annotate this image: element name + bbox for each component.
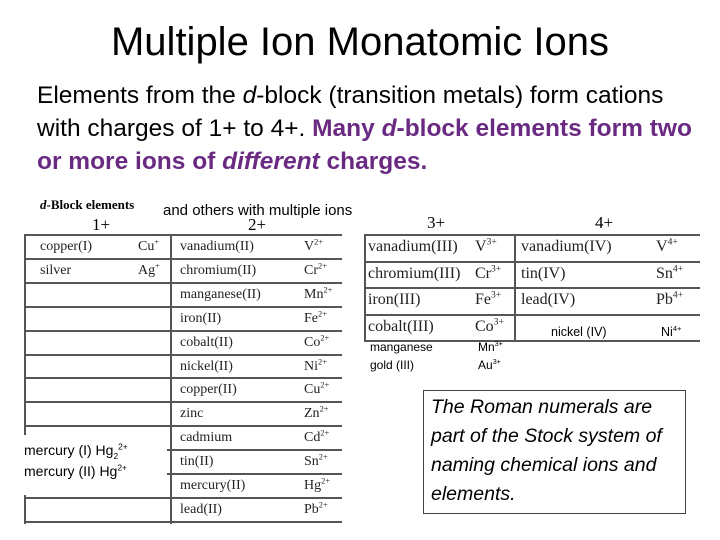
col2-row-symbol: $Cu^{2+}$ <box>304 380 330 398</box>
col2-row-name: lead(II) <box>180 501 222 517</box>
mercury-ions-box <box>22 435 167 495</box>
col2-row-name: cadmium <box>180 430 233 446</box>
col4-row-symbol: $Sn^{4+}$ <box>656 263 684 282</box>
col2-row-symbol: $Sn^{2+}$ <box>304 452 328 470</box>
gold-label: gold (III) <box>370 358 415 372</box>
col3-row-name: iron(III) <box>368 291 421 308</box>
left-table-rule <box>24 354 342 356</box>
right-table-edge <box>364 234 366 340</box>
col3-row-symbol: $Co^{3+}$ <box>475 316 504 335</box>
col2-row-name: cobalt(II) <box>180 334 233 350</box>
col2-row-symbol: $Zn^{2+}$ <box>304 404 329 422</box>
col2-row-symbol: $Pb^{2+}$ <box>304 500 328 517</box>
col3-row-symbol: $V^{3+}$ <box>475 236 497 255</box>
right-table-divider <box>514 234 516 340</box>
col2-row-name: vanadium(II) <box>180 239 254 254</box>
col2-row-symbol: $Ni^{2+}$ <box>304 356 327 374</box>
col2-row-name: nickel(II) <box>180 358 233 374</box>
intro-text: Elements from the d-block (transition metals) form cations with charges of 1+ to 4+. Many d-block elements form two or more ions of different charges. <box>37 82 692 175</box>
left-table-rule <box>24 521 342 523</box>
others-label: and others with multiple ions <box>163 202 353 219</box>
col-header-2: 2+ <box>248 215 267 234</box>
left-table-rule <box>24 330 342 332</box>
col2-row-name: mercury(II) <box>180 478 246 493</box>
col1-row-symbol: Ag+ <box>138 261 160 278</box>
col4-row-name: lead(IV) <box>521 291 576 308</box>
col2-row-symbol: $Hg^{2+}$ <box>304 476 331 493</box>
col3-row-name: vanadium(III) <box>368 238 458 255</box>
col-header-4: 4+ <box>595 213 614 232</box>
left-table-rule <box>24 425 342 427</box>
col-header-3: 3+ <box>427 213 446 232</box>
col2-row-name: tin(II) <box>180 454 214 470</box>
mercury-i-line: mercury (I) $Hg_2^{2+}$ <box>24 441 128 461</box>
slide-title: Multiple Ion Monatomic Ions <box>110 20 609 64</box>
left-table-divider <box>170 234 172 524</box>
left-table-rule <box>24 234 342 236</box>
left-table-rule <box>24 401 342 403</box>
col2-row-symbol: $Mn^{2+}$ <box>304 285 333 302</box>
left-table-rule <box>24 497 342 499</box>
col-header-1: 1+ <box>92 215 111 234</box>
col2-row-name: iron(II) <box>180 310 222 326</box>
col4-row-name: tin(IV) <box>521 264 566 282</box>
col3-row-name: cobalt(III) <box>368 317 434 335</box>
au-ion: $Au^{3+}$ <box>478 357 501 372</box>
col3-row-symbol: $Cr^{3+}$ <box>475 263 502 282</box>
left-table-rule <box>24 306 342 308</box>
left-table-rule <box>24 258 342 260</box>
col1-row-name: silver <box>40 262 72 278</box>
col2-row-name: copper(II) <box>180 382 237 398</box>
col2-row-symbol: $Co^{2+}$ <box>304 332 330 350</box>
col1-row-name: copper(I) <box>40 239 93 254</box>
col2-row-symbol: $V^{2+}$ <box>304 237 324 254</box>
manganese-label: manganese <box>370 340 433 354</box>
left-table-rule <box>24 282 342 284</box>
col3-row-symbol: $Fe^{3+}$ <box>475 289 502 308</box>
col4-row-name: vanadium(IV) <box>521 238 612 255</box>
nickel-label: nickel (IV) <box>551 325 607 339</box>
highlight-text: Many d-block elements form two or more ions of different charges. <box>37 115 692 175</box>
col1-row-symbol: Cu+ <box>138 237 160 254</box>
right-table-rule <box>364 261 700 263</box>
col2-row-name: chromium(II) <box>180 262 257 278</box>
col2-row-symbol: $Fe^{2+}$ <box>304 309 327 326</box>
col2-row-symbol: $Cr^{2+}$ <box>304 261 327 278</box>
col3-row-name: chromium(III) <box>368 264 461 282</box>
right-table-rule <box>364 234 700 236</box>
mn-ion: $Mn^{3+}$ <box>478 339 503 354</box>
col2-row-symbol: $Cd^{2+}$ <box>304 428 330 446</box>
mercury-ii-line: mercury (II) $Hg^{2+}$ <box>24 462 127 479</box>
col2-row-name: zinc <box>180 406 204 422</box>
col4-row-symbol: $Pb^{4+}$ <box>656 289 684 308</box>
left-table-rule <box>24 377 342 379</box>
ni-ion: $Ni^{4+}$ <box>661 323 682 339</box>
stock-system-note: The Roman numerals are part of the Stock system of naming chemical ions and elements. <box>423 390 686 514</box>
right-table-rule <box>364 287 700 289</box>
right-table-rule <box>364 314 700 316</box>
col2-row-name: manganese(II) <box>180 286 261 302</box>
col4-row-symbol: $V^{4+}$ <box>656 236 678 255</box>
d-block-label: d-Block elements <box>40 197 135 212</box>
